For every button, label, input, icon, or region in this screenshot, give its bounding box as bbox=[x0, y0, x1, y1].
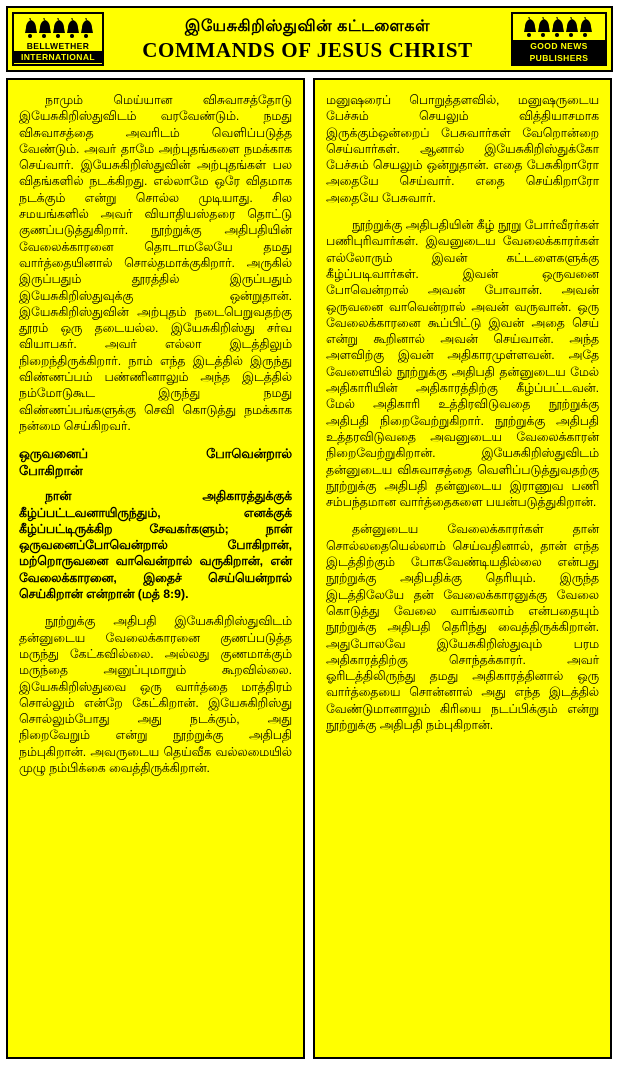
paragraph: மனுஷரைப் பொறுத்தளவில், மனுஷருடைய பேச்சும் செயலும் வித்தியாசமாக இருக்கும்ஒன்றைப் பேசுவார்கள் வேறொன்றை செய்வார்கள். ஆனால் இயேசுகிறிஸ்துக்கோ பேச்சும் செயலும் ஒன்றுதான். எதை பேசுகிறாரோ அதையே செய்வார். எதை செய்கிறாரோ அதையே பேசுவார். bbox=[326, 93, 599, 205]
page-header bbox=[6, 6, 613, 72]
section-subheading bbox=[19, 445, 292, 479]
content-columns bbox=[6, 78, 613, 1059]
paragraph: நூற்றுக்கு அதிபதியின் கீழ் நூறு போர்வீரர்கள் பணிபுரிவார்கள். இவனுடைய வேலைக்காரர்கள் எல்லோரும் இவன் கட்டளைகளுக்கு கீழ்ப்படிவார்கள். இவன் ஒருவனை போவென்றால் அவன் போவான். அவன் ஒருவனை வாவென்றால் அவன் வருவான். ஒரு வேலைக்காரனை கூப்பிட்டு இவன் அதை செய் என்று கூறினால் அவன் செய்வான். அந்த அளவிற்கு இவன் அதிகாரமுள்ளவன். அதே வேளையில் நூற்றுக்கு அதிபதி தன்னுடைய மேல் அதிகாரியின் அதிகாரத்திற்கு கீழ்ப்பட்டவன். மேல் அதிகாரி உத்திரவிடுவதை நூற்றுக்கு அதிபதி நிறைவேற்றுகிறார். நூற்றுக்கு அதிபதி உத்தரவிடுவதை அவனுடைய வேலைக்காரன் நிறைவேற்றுகிறான். இயேசுகிறிஸ்துவிடம் தன்னுடைய விசுவாசத்தை வெளிப்படுத்துவதற்கு நூற்றுக்கு அதிபதி தன்னுடைய இராணுவ பணி சம்பந்தமான வார்த்தைகளை பயன்படுத்துகிறான். bbox=[326, 218, 599, 510]
paragraph: தன்னுடைய வேலைக்காரர்கள் தான் சொல்லதையெல்லாம் செய்வதினால், தான் எந்த இடத்திற்கும் போகவேண்டியதில்லை என்பது நூற்றுக்கு அதிபதிக்கு தெரியும். இருந்த இடத்திலேயே தன் வேலைக்காரனுக்கு வேலை கொடுத்து வேலை வாங்கலாம் என்பதையும் நூற்றுக்கு அதிபதி தெரிந்து வைத்திருக்கிறான். அதுபோலவே இயேசுகிறிஸ்துவும் பரம அதிகாரத்திற்கு சொந்தக்காரர். அவர் ஓரிடத்திலிருந்து தமது அதிகாரத்தினால் ஒரு வார்த்தையை சொன்னால் அது எந்த இடத்தில் வேண்டுமானாலும் கிரியை நடப்பிக்கும் என்று நூற்றுக்கு அதிபதி நம்புகிறான். bbox=[326, 522, 599, 732]
bell-icon bbox=[513, 14, 605, 40]
good-news-subname: PUBLISHERS bbox=[513, 52, 605, 64]
bell-icon bbox=[14, 15, 102, 41]
good-news-name: GOOD NEWS bbox=[513, 40, 605, 52]
good-news-publishers-logo bbox=[511, 12, 607, 66]
right-column bbox=[313, 78, 612, 1059]
bellwether-international-logo bbox=[12, 12, 104, 66]
paragraph: நாமும் மெய்யான விசுவாசத்தோடு இயேசுகிறிஸ்துவிடம் வரவேண்டும். நமது விசுவாசத்தை அவரிடம் வெளிப்படுத்த வேண்டும். அவர் தாமே அற்புதங்களை நமக்காக செய்வார். இயேசுகிறிஸ்துவின் அற்புதங்கள் பல விதங்களில் நடக்கிறது. எல்லாமே ஒரே விதமாக நடக்கும் என்று சொல்ல முடியாது. சில சமயங்களில் அவர் வியாதியஸ்தரை தொட்டு குணப்படுத்துகிறார். நூற்றுக்கு அதிபதியின் வேலைக்காரனை தொடாமலேயே தமது வார்த்தையினால் சொல்தமாக்குகிறார். அருகில் இருப்பதும் தூரத்தில் இருப்பதும் இயேசுகிறிஸ்துவுக்கு ஒன்றுதான். இயேசுகிறிஸ்துவின் அற்புதம் நடைபெறுவதற்கு தூரம் ஒரு தடையல்ல. இயேசுகிறிஸ்து சர்வ வியாபகர். அவர் எல்லா இடத்திலும் நிறைந்திருக்கிறார். நாம் எந்த இடத்தில் இருந்து விண்ணப்பம் பண்ணினாலும் அந்த இடத்தில் நம்மோடுகூட இருந்து நமது விண்ணப்பங்களுக்கு செவி கொடுத்து நமக்காக நன்மை செய்கிறவர். bbox=[19, 93, 292, 433]
subheading-part-3: போகிறான் bbox=[19, 463, 83, 479]
left-column bbox=[6, 78, 305, 1059]
bellwether-name: BELLWETHER bbox=[14, 41, 102, 51]
page-title-tamil: இயேசுகிறிஸ்துவின் கட்டளைகள் bbox=[184, 18, 431, 35]
page-title bbox=[108, 8, 507, 70]
subheading-part-2: போவென்றால் bbox=[206, 446, 292, 462]
scripture-quote: நான் அதிகாரத்துக்குக் கீழ்ப்பட்டவனாயிருந்தும், எனக்குக் கீழ்ப்பட்டிருக்கிற சேவகர்களும்; நான் ஒருவனைப்போவென்றால் போகிறான், மற்றொருவனை வாவென்றால் வருகிறான், என் வேலைக்காரனை, இதைச் செய்யென்றால் செய்கிறான் என்றான் (மத் 8:9). bbox=[19, 489, 292, 602]
bellwether-subname: INTERNATIONAL bbox=[14, 51, 102, 63]
page-title-english: COMMANDS OF JESUS CHRIST bbox=[142, 38, 473, 62]
subheading-part-1: ஒருவனைப் bbox=[19, 446, 88, 462]
paragraph: நூற்றுக்கு அதிபதி இயேசுகிறிஸ்துவிடம் தன்னுடைய வேலைக்காரனை குணப்படுத்த மருந்து கேட்கவில்லை. அல்லது குணமாக்கும் மருந்தை அனுப்புமாறும் கூறவில்லை. இயேசுகிறிஸ்துவை ஒரு வார்த்தை மாத்திரம் சொல்லும் என்றே கேட்கிறான். இயேசுகிறிஸ்து சொல்லும்போது அது நடக்கும், அது நிறைவேறும் என்று நூற்றுக்கு அதிபதி நம்புகிறான். அவருடைய தெய்வீக வல்லமையில் முழு நம்பிக்கை வைத்திருக்கிறான். bbox=[19, 614, 292, 775]
